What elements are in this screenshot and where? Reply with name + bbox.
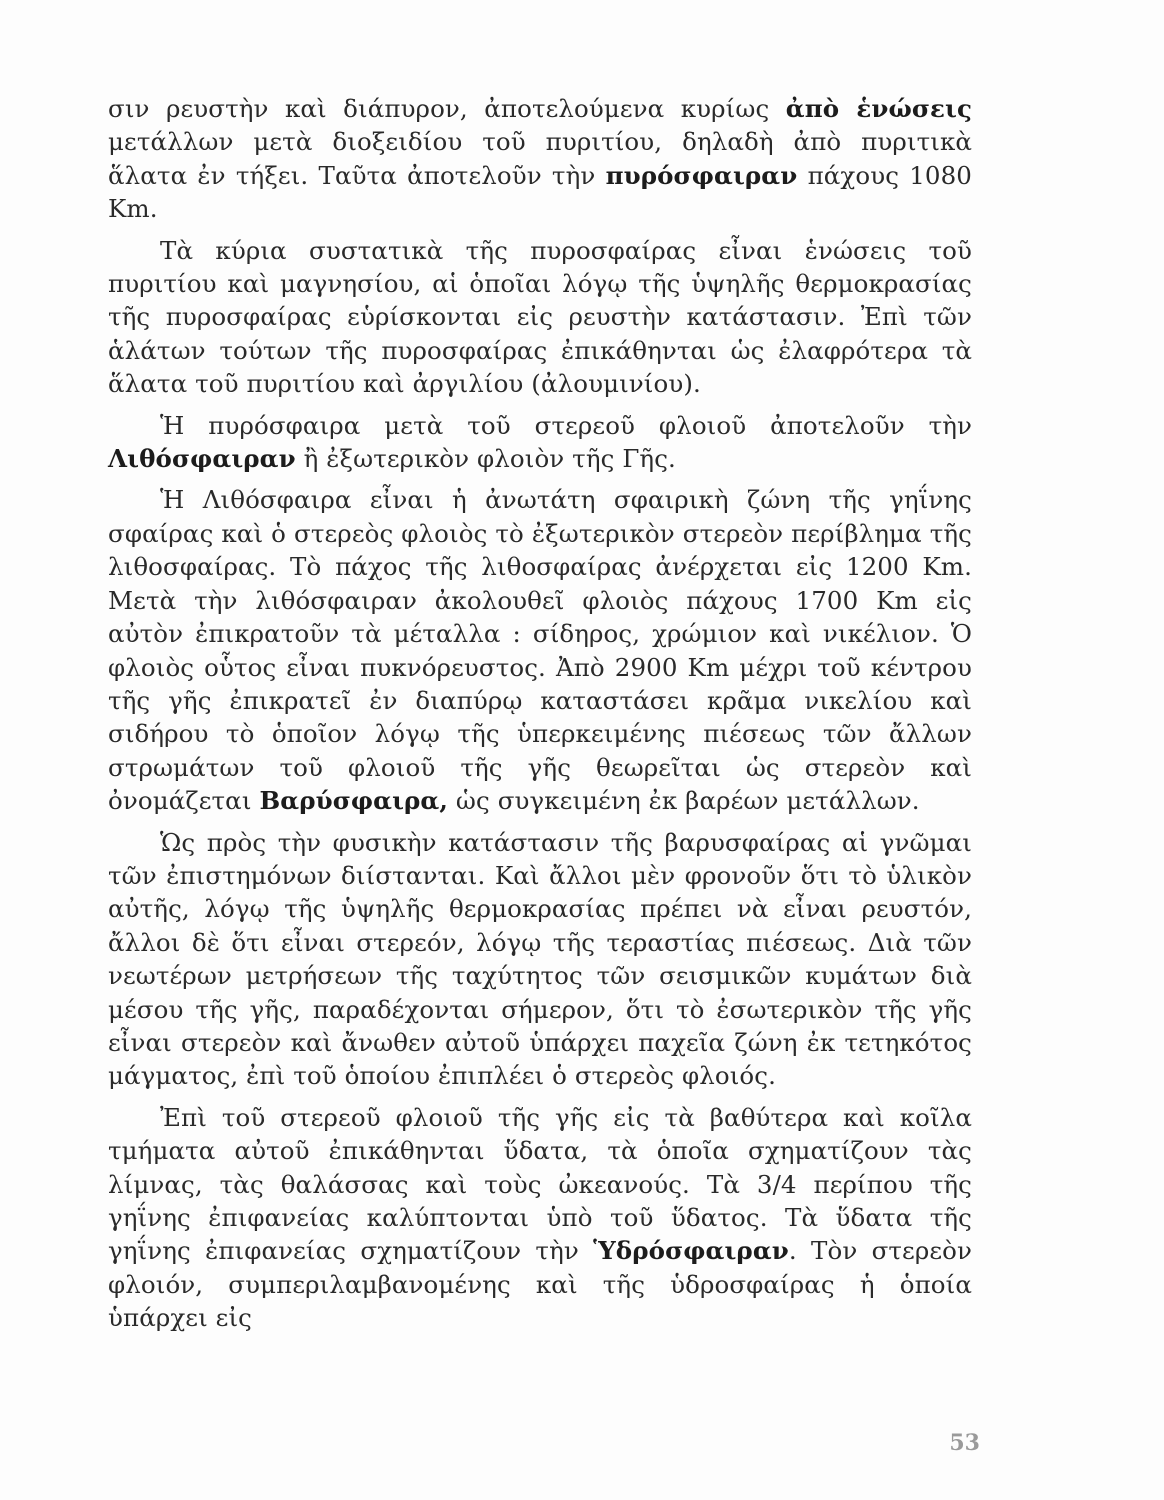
body-text	[108, 92, 972, 1343]
bold-term: ἀπὸ ἑνώσεις	[785, 94, 973, 123]
text-run: Ὡς πρὸς τὴν φυσικὴν κατάστασιν τῆς βαρυσφαίρας αἱ γνῶμαι τῶν ἐπιστημόνων διίστανται. Καὶ ἄλλοι μὲν φρονοῦν ὅτι τὸ ὑλικὸν αὐτῆς, λόγῳ τῆς ὑψηλῆς θερμοκρασίας πρέπει νὰ εἶναι ρευστόν, ἄλλοι δὲ ὅτι εἶναι στερεόν, λόγῳ τῆς τεραστίας πιέσεως. Διὰ τῶν νεωτέρων μετρήσεων τῆς ταχύτητος τῶν σεισμικῶν κυμάτων διὰ μέσου τῆς γῆς, παραδέχονται σήμερον, ὅτι τὸ ἐσωτερικὸν τῆς γῆς εἶναι στερεὸν καὶ ἄνωθεν αὐτοῦ ὑπάρχει παχεῖα ζώνη ἐκ τετηκότος μάγματος, ἐπὶ τοῦ ὁποίου ἐπιπλέει ὁ στερεὸς φλοιός.	[108, 827, 972, 1091]
text-run: . Τὸν στερεὸν φλοιόν, συμπεριλαμβανομένης καὶ τῆς ὑδροσφαίρας ἡ ὁποία ὑπάρχει εἰς	[108, 1236, 972, 1333]
bold-term: Βαρύσφαιρα,	[259, 786, 449, 816]
text-run: ὡς συγκειμένη ἐκ βαρέων μετάλλων.	[448, 786, 920, 816]
paragraph-p5	[108, 826, 972, 1093]
bold-term: Ὑδρόσφαιραν	[593, 1236, 789, 1266]
text-run: Ἡ Λιθόσφαιρα εἶναι ἡ ἀνωτάτη σφαιρικὴ ζώνη τῆς γηΐνης σφαίρας καὶ ὁ στερεὸς φλοιὸς τὸ ἐξωτερικὸν στερεὸν περίβλημα τῆς λιθοσφαίρας. Τὸ πάχος τῆς λιθοσφαίρας ἀνέρχεται εἰς 1200 Km. Μετὰ τὴν λιθόσφαιραν ἀκολουθεῖ φλοιὸς πάχους 1700 Km εἰς αὐτὸν ἐπικρατοῦν τὰ μέταλλα : σίδηρος, χρώμιον καὶ νικέλιον. Ὁ φλοιὸς οὗτος εἶναι πυκνόρευστος. Ἀπὸ 2900 Km μέχρι τοῦ κέντρου τῆς γῆς ἐπικρατεῖ ἐν διαπύρῳ καταστάσει κρᾶμα νικελίου καὶ σιδήρου τὸ ὁποῖον λόγῳ τῆς ὑπερκειμένης πιέσεως τῶν ἄλλων στρωμάτων τοῦ φλοιοῦ τῆς γῆς θεωρεῖται ὡς στερεὸν καὶ ὀνομάζεται	[108, 485, 972, 816]
text-run: ἢ ἐξωτερικὸν φλοιὸν τῆς Γῆς.	[295, 444, 676, 474]
bold-term: Λιθόσφαιραν	[108, 444, 296, 474]
text-run: πάχους 1080 Km.	[108, 160, 972, 224]
text-run: μετάλλων μετὰ διοξειδίου τοῦ πυριτίου, δηλαδὴ ἀπὸ πυριτικὰ ἅλατα ἐν τήξει. Ταῦτα ἀποτελοῦν τὴν	[108, 127, 972, 190]
paragraph-p6	[108, 1101, 972, 1335]
text-run: Ἐπὶ τοῦ στερεοῦ φλοιοῦ τῆς γῆς εἰς τὰ βαθύτερα καὶ κοῖλα τμήματα αὐτοῦ ἐπικάθηνται ὕδατα, τὰ ὁποῖα σχηματίζουν τὰς λίμνας, τὰς θαλάσσας καὶ τοὺς ὠκεανούς. Τὰ 3/4 περίπου τῆς γηΐνης ἐπιφανείας καλύπτονται ὑπὸ τοῦ ὕδατος. Τὰ ὕδατα τῆς γηΐνης ἐπιφανείας σχηματίζουν τὴν	[108, 1102, 972, 1266]
text-run: σιν ρευστὴν καὶ διάπυρον, ἀποτελούμενα κυρίως	[108, 94, 786, 123]
bold-term: πυρόσφαιραν	[605, 160, 798, 190]
paragraph-p3	[108, 409, 972, 476]
page-number: 53	[949, 1430, 980, 1456]
text-run: Ἡ πυρόσφαιρα μετὰ τοῦ στερεοῦ φλοιοῦ ἀποτελοῦν τὴν	[160, 410, 972, 440]
paragraph-p2	[108, 234, 972, 401]
text-run: Τὰ κύρια συστατικὰ τῆς πυροσφαίρας εἶναι ἑνώσεις τοῦ πυριτίου καὶ μαγνησίου, αἱ ὁποῖαι λόγῳ τῆς ὑψηλῆς θερμοκρασίας τῆς πυροσφαίρας εὑρίσκονται εἰς ρευστὴν κατάστασιν. Ἐπὶ τῶν ἁλάτων τούτων τῆς πυροσφαίρας ἐπικάθηνται ὡς ἐλαφρότερα τὰ ἅλατα τοῦ πυριτίου καὶ ἀργιλίου (ἀλουμινίου).	[108, 235, 972, 399]
paragraph-p4	[108, 483, 972, 817]
paragraph-p1	[108, 92, 972, 226]
